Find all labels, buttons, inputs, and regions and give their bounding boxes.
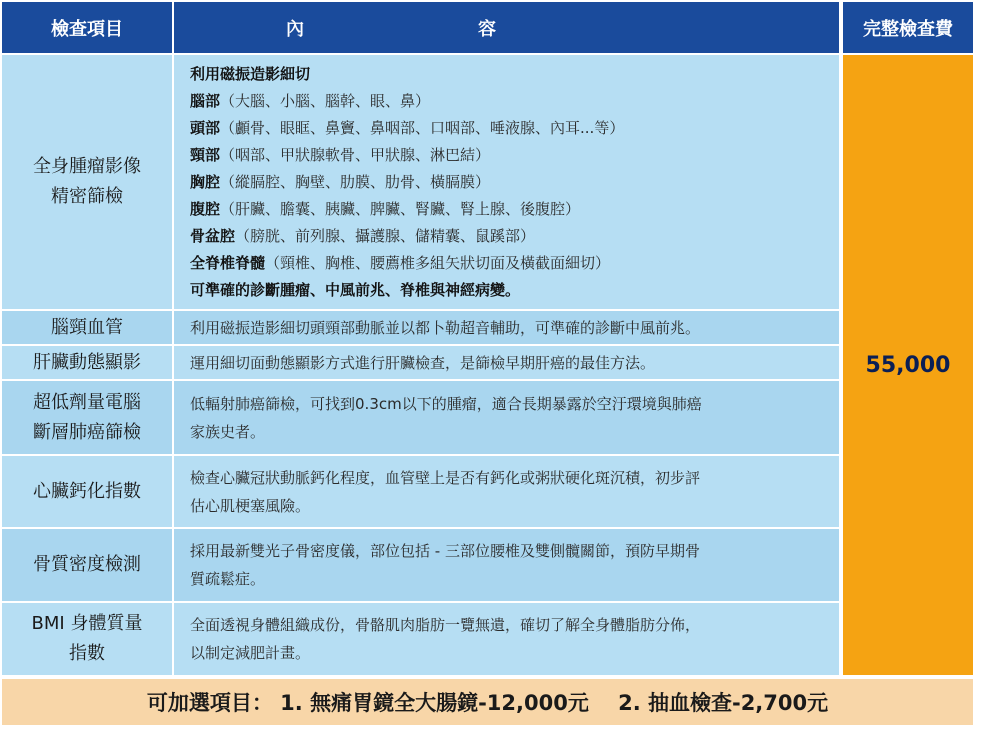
row-label bbox=[2, 346, 172, 379]
content-line bbox=[190, 61, 831, 88]
content-text: 運用細切面動態顯影方式進行肝臟檢查，是篩檢早期肝癌的最佳方法。 bbox=[190, 353, 656, 372]
row-label bbox=[2, 381, 172, 454]
content-line bbox=[190, 115, 831, 142]
row-label-line: 超低劑量電腦 bbox=[33, 391, 141, 413]
row-content bbox=[174, 346, 839, 379]
content-line bbox=[190, 142, 831, 169]
content-line bbox=[190, 88, 831, 115]
header-content bbox=[174, 2, 839, 53]
content-text: （縱膈腔、胸壁、肋膜、肋骨、橫膈膜） bbox=[220, 172, 491, 191]
row-content bbox=[174, 381, 839, 454]
content-text: 採用最新雙光子骨密度儀，部位包括 - 三部位腰椎及雙側髖關節，預防早期骨 bbox=[190, 542, 700, 560]
content-line bbox=[190, 169, 831, 196]
row-label-line: 斷層肺癌篩檢 bbox=[33, 421, 141, 443]
price-value: 55,000 bbox=[865, 352, 951, 378]
content-line bbox=[190, 250, 831, 277]
content-text: 低輻射肺癌篩檢，可找到0.3cm以下的腫瘤，適合長期暴露於空汙環境與肺癌 bbox=[190, 394, 702, 413]
content-bold: 可準確的診斷腫瘤、中風前兆、脊椎與神經病變。 bbox=[190, 280, 521, 299]
row-label-line: 全身腫瘤影像 bbox=[33, 156, 141, 177]
content-text: 檢查心臟冠狀動脈鈣化程度，血管壁上是否有鈣化或粥狀硬化斑沉積，初步評 bbox=[190, 468, 701, 487]
content-bold: 全脊椎脊髓 bbox=[190, 253, 266, 272]
row-content bbox=[174, 456, 839, 527]
content-bold: 利用磁振造影細切 bbox=[190, 64, 311, 83]
content-bold: 胸腔 bbox=[190, 172, 221, 191]
header-content-char-2: 容 bbox=[478, 18, 496, 40]
row-content bbox=[174, 529, 839, 601]
content-text: 全面透視身體組織成份，骨骼肌肉脂肪一覽無遺，確切了解全身體脂肪分佈， bbox=[190, 616, 701, 634]
row-label bbox=[2, 311, 172, 344]
row-label bbox=[2, 456, 172, 527]
row-label bbox=[2, 603, 172, 675]
row-label-line: 腦頸血管 bbox=[51, 316, 123, 338]
content-text: 估心肌梗塞風險。 bbox=[190, 496, 311, 515]
content-text: （咽部、甲狀腺軟骨、甲狀腺、淋巴結） bbox=[220, 145, 491, 164]
content-text: 以制定減肥計畫。 bbox=[190, 644, 311, 662]
row-content bbox=[174, 311, 839, 344]
content-bold: 骨盆腔 bbox=[190, 226, 236, 245]
content-text: （顱骨、眼眶、鼻竇、鼻咽部、口咽部、唾液腺、內耳...等） bbox=[220, 118, 625, 137]
price-cell bbox=[843, 55, 973, 675]
content-line bbox=[190, 277, 831, 304]
content-text: 利用磁振造影細切頭頸部動脈並以都卜勒超音輔助，可準確的診斷中風前兆。 bbox=[190, 318, 701, 337]
content-text: 家族史者。 bbox=[190, 422, 266, 441]
row-label-line: 肝臟動態顯影 bbox=[33, 351, 141, 373]
row-content bbox=[174, 55, 839, 309]
content-text: （膀胱、前列腺、攝護腺、儲精囊、鼠蹊部） bbox=[235, 226, 536, 245]
add-on-options-footer bbox=[2, 679, 973, 725]
content-bold: 腦部 bbox=[190, 91, 221, 110]
row-label-line: 精密篩檢 bbox=[51, 186, 123, 207]
content-bold: 頭部 bbox=[190, 118, 221, 137]
row-content bbox=[174, 603, 839, 675]
content-line bbox=[190, 223, 831, 250]
content-text: 質疏鬆症。 bbox=[190, 570, 266, 588]
header-item-label: 檢查項目 bbox=[51, 18, 123, 40]
content-line bbox=[190, 196, 831, 223]
header-item bbox=[2, 2, 172, 53]
header-price bbox=[843, 2, 973, 53]
content-bold: 頸部 bbox=[190, 145, 221, 164]
row-label-line: BMI 身體質量 bbox=[31, 613, 143, 634]
row-label bbox=[2, 55, 172, 309]
row-label bbox=[2, 529, 172, 601]
content-bold: 腹腔 bbox=[190, 199, 221, 218]
header-price-label: 完整檢查費 bbox=[863, 18, 953, 40]
content-text: （大腦、小腦、腦幹、眼、鼻） bbox=[220, 91, 431, 110]
row-label-line: 指數 bbox=[68, 643, 105, 664]
row-label-line: 心臟鈣化指數 bbox=[33, 480, 141, 502]
add-on-options-text: 可加選項目： 1. 無痛胃鏡全大腸鏡-12,000元 2. 抽血檢查-2,700元 bbox=[146, 691, 829, 715]
content-text: （肝臟、膽囊、胰臟、脾臟、腎臟、腎上腺、後腹腔） bbox=[220, 199, 581, 218]
header-content-char-1: 內 bbox=[286, 18, 304, 40]
row-label-line: 骨質密度檢測 bbox=[33, 554, 141, 575]
content-text: （頸椎、胸椎、腰薦椎多組矢狀切面及橫截面細切） bbox=[265, 253, 611, 272]
